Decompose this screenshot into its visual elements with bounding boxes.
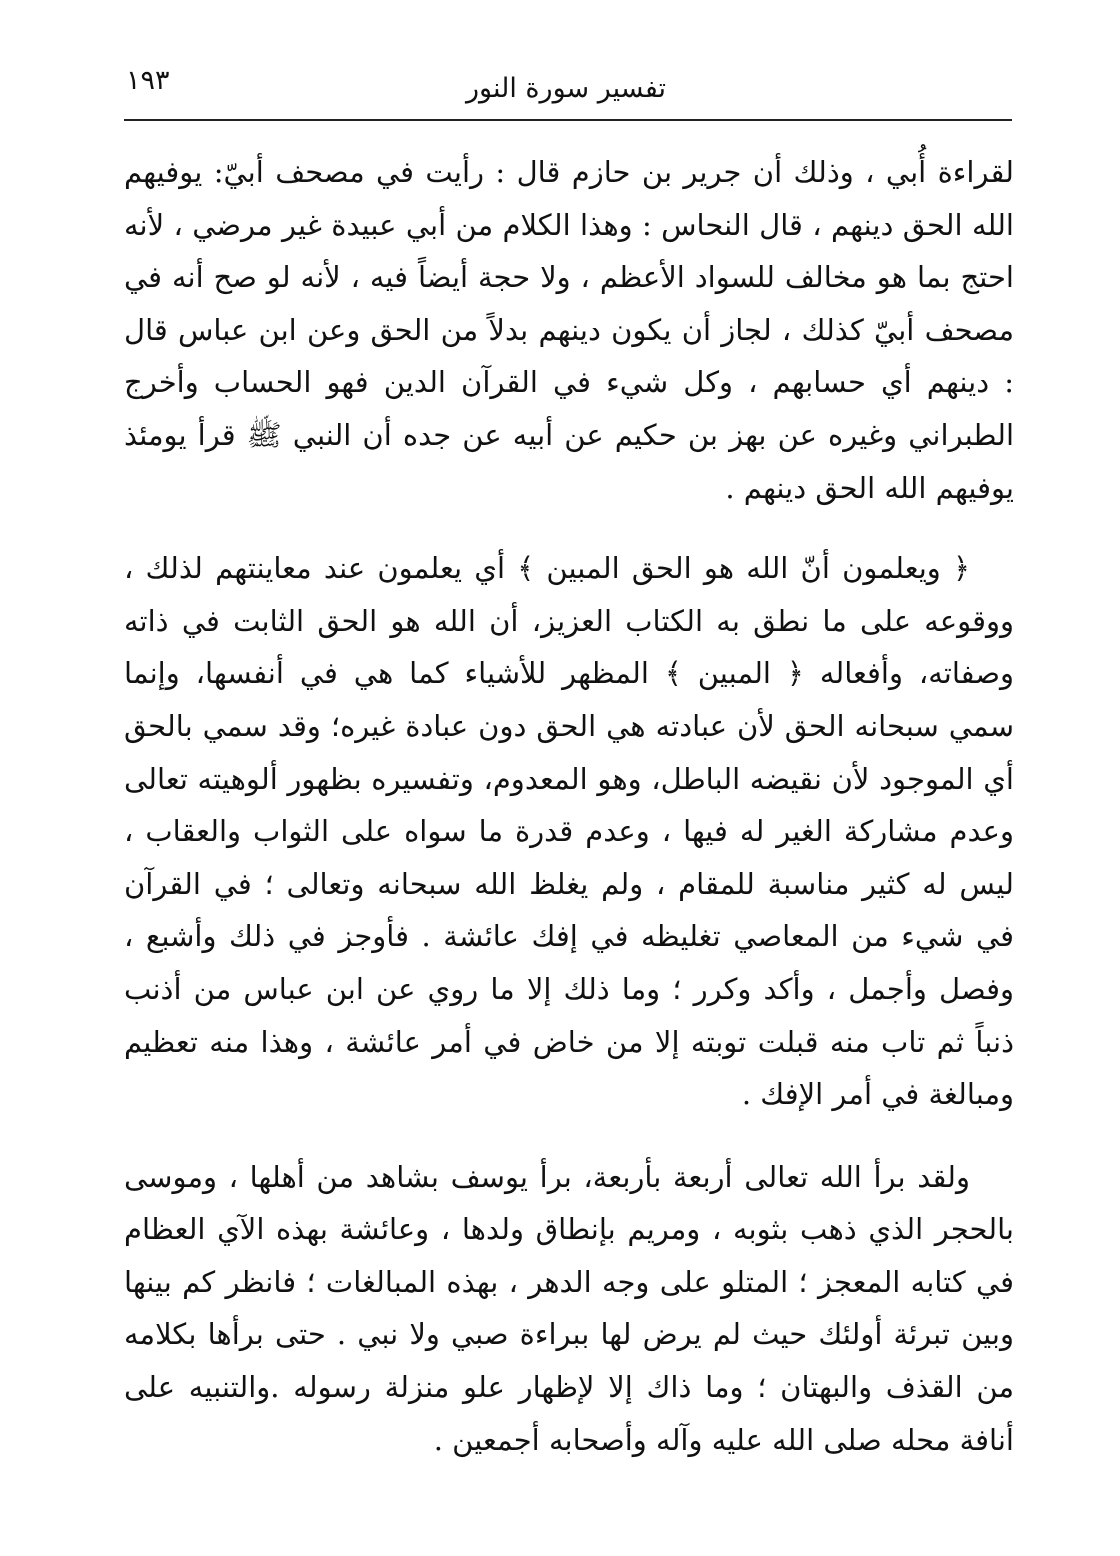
- header-divider: [124, 119, 1012, 121]
- paragraph-2: ﴿ ويعلمون أنّ الله هو الحق المبين ﴾ أي يعلمون عند معاينتهم لذلك ، ووقوعه على ما نطق به الكتاب العزيز، أن الله هو الحق الثابت في ذاته وصفاته، وأفعاله ﴿ المبين ﴾ المظهر للأشياء كما هي في أنفسها، وإنما سمي سبحانه الحق لأن عبادته هي الحق دون عبادة غيره؛ وقد سمي بالحق أي الموجود لأن نقيضه الباطل، وهو المعدوم، وتفسيره بظهور ألوهيته تعالى وعدم مشاركة الغير له فيها ، وعدم قدرة ما سواه على الثواب والعقاب ، ليس له كثير مناسبة للمقام ، ولم يغلظ الله سبحانه وتعالى ؛ في القرآن في شيء من المعاصي تغليظه في إفك عائشة . فأوجز في ذلك وأشبع ، وفصل وأجمل ، وأكد وكرر ؛ وما ذلك إلا ما روي عن ابن عباس من أذنب ذنباً ثم تاب منه قبلت توبته إلا من خاض في أمر عائشة ، وهذا منه تعظيم ومبالغة في أمر الإفك .: [124, 551, 1014, 1112]
- running-header: [120, 62, 1012, 110]
- paragraph-1: لقراءة أُبي ، وذلك أن جرير بن حازم قال : رأيت في مصحف أبيّ: يوفيهم الله الحق دينهم ، قال النحاس : وهذا الكلام من أبي عبيدة غير مرضي ، لأنه احتج بما هو مخالف للسواد الأعظم ، ولا حجة أيضاً فيه ، لأنه لو صح أنه في مصحف أبيّ كذلك ، لجاز أن يكون دينهم بدلاً من الحق وعن ابن عباس قال : دينهم أي حسابهم ، وكل شيء في القرآن الدين فهو الحساب وأخرج الطبراني وغيره عن بهز بن حكيم عن أبيه عن جده أن النبي ﷺ قرأ يومئذ يوفيهم الله الحق دينهم .: [124, 155, 1014, 505]
- paragraph-3: ولقد برأ الله تعالى أربعة بأربعة، برأ يوسف بشاهد من أهلها ، وموسى بالحجر الذي ذهب بثوبه ، ومريم بإنطاق ولدها ، وعائشة بهذه الآي العظام في كتابه المعجز ؛ المتلو على وجه الدهر ، بهذه المبالغات ؛ فانظر كم بينها وبين تبرئة أولئك حيث لم يرض لها ببراءة صبي ولا نبي . حتى برأها بكلامه من القذف والبهتان ؛ وما ذاك إلا لإظهار علو منزلة رسوله .والتنبيه على أنافة محله صلى الله عليه وآله وأصحابه أجمعين .: [124, 1159, 1014, 1457]
- page-number: ١٩٣: [126, 65, 170, 96]
- surah-title: تفسير سورة النور: [465, 73, 667, 104]
- commentary-body: [124, 146, 1014, 1466]
